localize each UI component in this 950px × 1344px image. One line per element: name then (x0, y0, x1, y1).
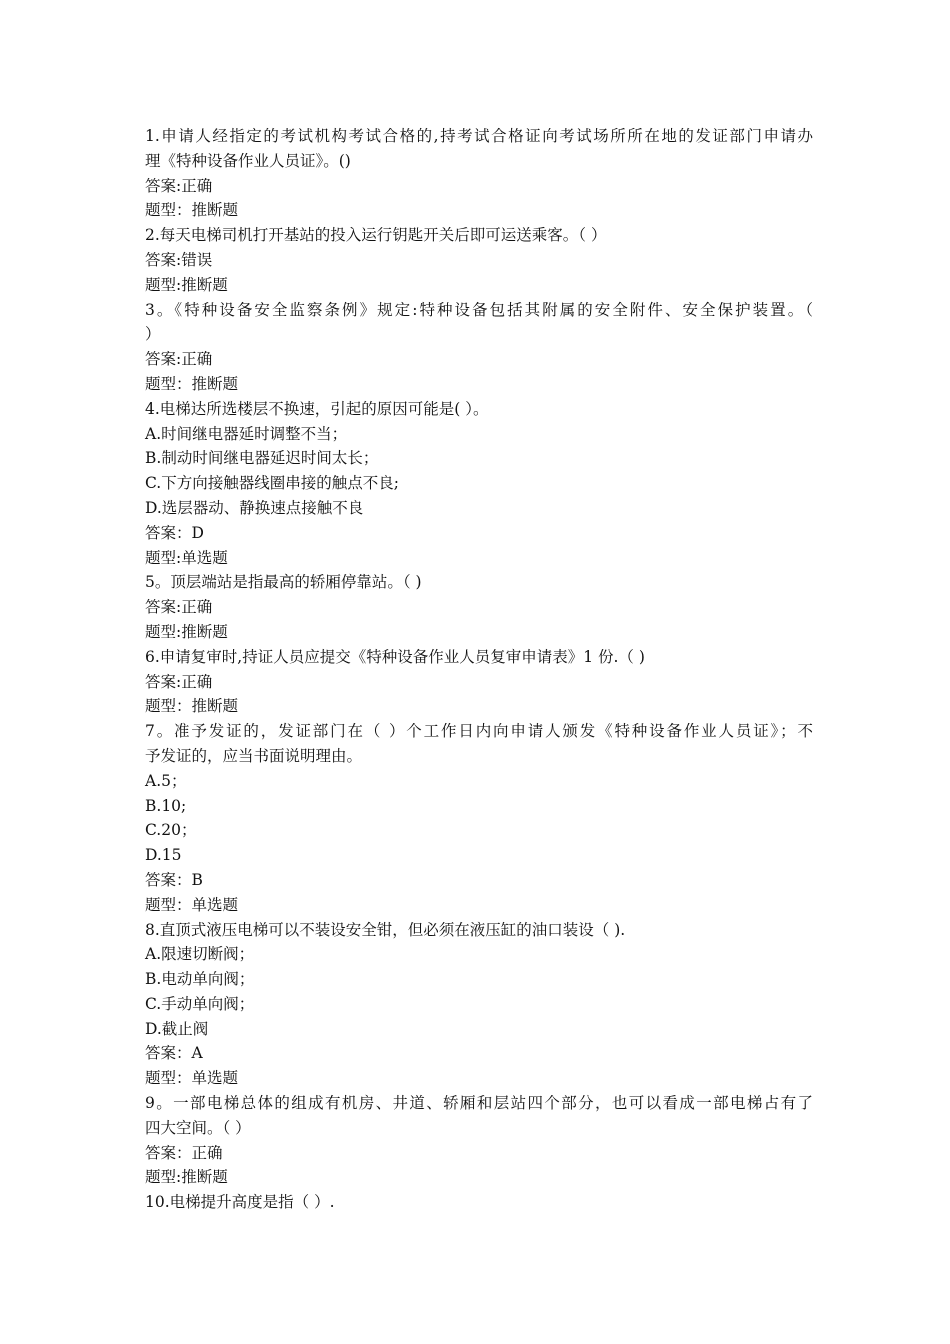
question-1-answer: 答案:正确 (145, 176, 213, 195)
question-7-option-a: A.5； (145, 771, 187, 790)
question-7-text-line-2: 予发证的，应当书面说明理由。 (145, 746, 363, 765)
question-9-text-line-1: 9。一部电梯总体的组成有机房、井道、轿厢和层站四个部分，也可以看成一部电梯占有了 (145, 1094, 813, 1113)
question-7-option-b: B.10; (145, 796, 187, 815)
question-8-option-b: B.电动单向阀； (145, 970, 255, 989)
question-3-answer: 答案:正确 (145, 350, 213, 369)
question-1-text-line-1: 1.申请人经指定的考试机构考试合格的,持考试合格证向考试场所所在地的发证部门申请办 (145, 127, 813, 145)
question-4-option-b: B.制动时间继电器延迟时间太长； (145, 449, 379, 468)
question-4-type: 题型:单选题 (145, 548, 228, 567)
question-6-answer: 答案:正确 (145, 672, 213, 691)
document-page (145, 124, 813, 1215)
question-7-answer: 答案：B (145, 870, 203, 889)
question-7-text-line-1: 7。准予发证的，发证部门在（ ）个工作日内向申请人颁发《特种设备作业人员证》；不 (145, 722, 813, 741)
question-8-text: 8.直顶式液压电梯可以不装设安全钳，但必须在液压缸的油口装设（ ). (145, 920, 626, 939)
question-9-type: 题型:推断题 (145, 1168, 228, 1187)
question-10-text: 10.电梯提升高度是指（ ）. (145, 1193, 335, 1212)
question-5-text: 5。顶层端站是指最高的轿厢停靠站。（ ) (145, 573, 422, 592)
question-8-option-a: A.限速切断阀； (145, 945, 255, 964)
question-8-type: 题型：单选题 (145, 1069, 239, 1088)
question-5-type: 题型:推断题 (145, 622, 228, 641)
question-3-type: 题型：推断题 (145, 374, 239, 393)
question-4-option-c: C.下方向接触器线圈串接的触点不良; (145, 474, 399, 493)
question-7-option-c: C.20； (145, 821, 197, 840)
question-8-answer: 答案：A (145, 1044, 203, 1063)
question-7-type: 题型：单选题 (145, 895, 239, 914)
question-4-text: 4.电梯达所选楼层不换速，引起的原因可能是( ）。 (145, 399, 489, 418)
question-9-text-line-2: 四大空间。（ ） (145, 1118, 251, 1137)
question-2-text: 2.每天电梯司机打开基站的投入运行钥匙开关后即可运送乘客。（ ） (145, 226, 607, 245)
question-5-answer: 答案:正确 (145, 598, 213, 617)
question-8-option-c: C.手动单向阀； (145, 994, 255, 1013)
question-1-text-line-2: 理《特种设备作业人员证》。() (145, 151, 351, 170)
question-3-text-line-1: 3。《特种设备安全监察条例》规定:特种设备包括其附属的安全附件、安全保护装置。（ (145, 300, 813, 319)
question-6-text: 6.申请复审时,持证人员应提交《特种设备作业人员复审申请表》1 份.（ ) (145, 647, 645, 666)
question-9-answer: 答案：正确 (145, 1143, 223, 1162)
question-4-answer: 答案：D (145, 523, 204, 542)
question-2-type: 题型:推断题 (145, 275, 228, 294)
question-6-type: 题型：推断题 (145, 697, 239, 716)
question-1-type: 题型：推断题 (145, 201, 239, 220)
question-2-answer: 答案:错误 (145, 250, 213, 269)
question-8-option-d: D.截止阀 (145, 1019, 209, 1038)
question-4-option-d: D.选层器动、静换速点接触不良 (145, 498, 364, 517)
question-4-option-a: A.时间继电器延时调整不当； (145, 424, 348, 443)
question-3-text-line-2: ） (145, 325, 161, 344)
question-7-option-d: D.15 (145, 846, 182, 865)
